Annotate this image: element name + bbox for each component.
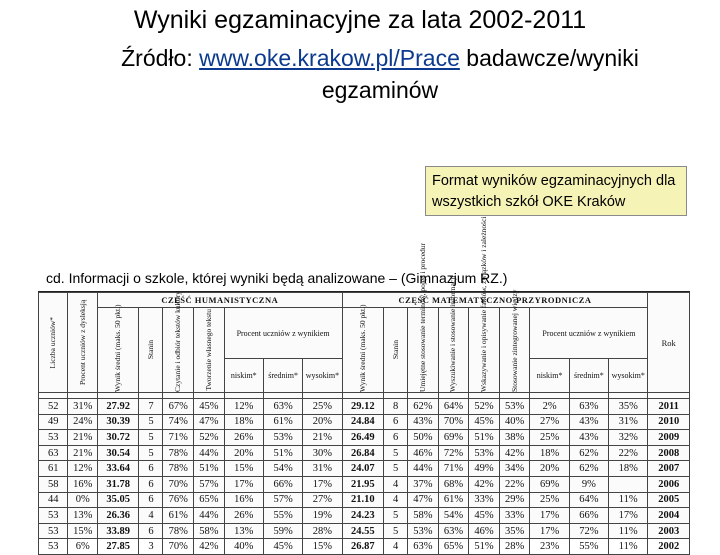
table-cell: 58%	[408, 508, 439, 524]
table-cell: 63%	[438, 523, 469, 539]
table-cell: 15%	[68, 523, 97, 539]
table-cell: 19%	[303, 508, 342, 524]
table-cell: 26.84	[342, 445, 383, 461]
table-cell: 12%	[68, 461, 97, 477]
table-cell: 70%	[438, 414, 469, 430]
table-cell: 44%	[194, 445, 225, 461]
header-year: Rok	[648, 293, 690, 393]
table-cell: 21.10	[342, 492, 383, 508]
table-cell: 67%	[163, 399, 194, 415]
table-cell: 33%	[469, 492, 500, 508]
table-cell: 27%	[303, 492, 342, 508]
table-cell: 52	[39, 399, 68, 415]
table-cell: 33.89	[97, 523, 138, 539]
table-cell: 24%	[68, 414, 97, 430]
table-cell: 51%	[469, 539, 500, 555]
table-cell: 63%	[408, 539, 439, 555]
table-cell: 5	[384, 523, 408, 539]
results-table-body	[39, 393, 690, 555]
table-cell: 45%	[194, 399, 225, 415]
source-prefix: Źródło:	[121, 45, 200, 71]
header-math-col: Wskazywanie i opisywanie faktów, związków i zależności	[469, 308, 500, 393]
table-cell: 35.05	[97, 492, 138, 508]
table-cell: 78%	[163, 445, 194, 461]
table-cell: 70%	[163, 476, 194, 492]
table-cell: 26.87	[342, 539, 383, 555]
header-hum-pct-group: Procent uczniów z wynikiem	[224, 308, 342, 359]
year-cell: 2002	[648, 539, 690, 555]
header-hum-col: Czytanie i odbiór tekstów kultury	[163, 308, 194, 393]
table-cell: 5	[384, 461, 408, 477]
table-cell: 21%	[68, 445, 97, 461]
table-cell: 22%	[609, 445, 648, 461]
table-cell: 61	[39, 461, 68, 477]
table-cell: 65%	[194, 492, 225, 508]
table-cell: 30.39	[97, 414, 138, 430]
table-cell: 5	[384, 445, 408, 461]
header-hum-col: Wynik średni (maks. 50 pkt.)	[97, 308, 138, 393]
table-cell: 45%	[263, 539, 302, 555]
table-cell: 21.95	[342, 476, 383, 492]
table-cell: 31%	[68, 399, 97, 415]
table-cell: 5	[139, 445, 163, 461]
table-cell: 26%	[224, 508, 263, 524]
table-cell: 53	[39, 430, 68, 446]
header-hum-col: Tworzenie własnego tekstu	[194, 308, 225, 393]
table-cell: 46%	[408, 445, 439, 461]
table-cell: 20%	[303, 414, 342, 430]
header-math-col: Umiejętne stosowanie terminów, pojęć i procedur	[408, 308, 439, 393]
table-cell: 74%	[163, 414, 194, 430]
table-cell: 17%	[530, 523, 569, 539]
table-cell: 25%	[303, 399, 342, 415]
table-cell: 33.64	[97, 461, 138, 477]
table-row	[39, 399, 690, 415]
table-cell: 76%	[163, 492, 194, 508]
table-cell: 17%	[224, 476, 263, 492]
table-cell: 0%	[68, 492, 97, 508]
table-cell: 17%	[530, 508, 569, 524]
table-cell: 35%	[499, 523, 530, 539]
header-pct-mid: średnim*	[569, 359, 608, 393]
table-row	[39, 476, 690, 492]
table-cell: 2%	[530, 399, 569, 415]
table-cell: 31%	[609, 414, 648, 430]
table-cell: 63	[39, 445, 68, 461]
table-cell: 63%	[263, 399, 302, 415]
table-row	[39, 523, 690, 539]
slide-title: Wyniki egzaminacyjne za lata 2002-2011	[133, 6, 587, 34]
table-cell: 5	[139, 430, 163, 446]
table-cell: 4	[384, 476, 408, 492]
table-cell: 61%	[438, 492, 469, 508]
table-cell: 6	[139, 523, 163, 539]
table-cell: 18%	[530, 445, 569, 461]
table-cell: 27.92	[97, 399, 138, 415]
table-cell: 25%	[530, 430, 569, 446]
table-cell: 78%	[163, 461, 194, 477]
year-cell: 2006	[648, 476, 690, 492]
table-row	[39, 508, 690, 524]
table-cell: 53	[39, 539, 68, 555]
table-cell: 40%	[499, 414, 530, 430]
table-row	[39, 492, 690, 508]
table-cell: 21%	[68, 430, 97, 446]
table-cell: 71%	[163, 430, 194, 446]
table-cell: 57%	[194, 476, 225, 492]
table-cell: 17%	[609, 508, 648, 524]
table-cell: 64%	[438, 399, 469, 415]
table-row	[39, 461, 690, 477]
year-cell: 2009	[648, 430, 690, 446]
table-cell: 51%	[194, 461, 225, 477]
table-cell: 70%	[163, 539, 194, 555]
table-cell: 63%	[569, 399, 608, 415]
table-cell: 11%	[609, 492, 648, 508]
table-cell: 62%	[408, 399, 439, 415]
year-cell: 2011	[648, 399, 690, 415]
table-cell: 4	[384, 492, 408, 508]
table-cell: 8	[384, 399, 408, 415]
table-cell: 21%	[303, 430, 342, 446]
table-cell: 53	[39, 523, 68, 539]
table-cell: 46%	[469, 523, 500, 539]
table-cell: 33%	[499, 508, 530, 524]
table-cell: 62%	[569, 445, 608, 461]
table-cell: 34%	[499, 461, 530, 477]
table-cell: 31.78	[97, 476, 138, 492]
table-cell: 24.07	[342, 461, 383, 477]
table-cell: 11%	[609, 523, 648, 539]
table-cell: 25%	[530, 492, 569, 508]
table-cell: 29%	[499, 492, 530, 508]
table-cell: 27.85	[97, 539, 138, 555]
table-cell: 64%	[569, 492, 608, 508]
source-line	[60, 42, 700, 106]
table-cell: 26%	[224, 430, 263, 446]
table-cell: 44%	[194, 508, 225, 524]
table-cell: 24.23	[342, 508, 383, 524]
table-cell: 57%	[263, 492, 302, 508]
table-cell: 55%	[569, 539, 608, 555]
table-cell: 69%	[438, 430, 469, 446]
table-cell: 44%	[408, 461, 439, 477]
table-cell: 54%	[263, 461, 302, 477]
header-section-math: CZĘŚĆ MATEMATYCZNO-PRZYRODNICZA	[342, 293, 648, 308]
header-math-col: Wynik średni (maks. 50 pkt.)	[342, 308, 383, 393]
table-cell: 16%	[68, 476, 97, 492]
table-cell: 37%	[408, 476, 439, 492]
table-cell: 5	[384, 508, 408, 524]
table-cell: 43%	[408, 414, 439, 430]
table-row	[39, 414, 690, 430]
table-cell: 43%	[569, 430, 608, 446]
table-cell: 35%	[609, 399, 648, 415]
header-math-pct-group: Procent uczniów z wynikiem	[530, 308, 648, 359]
school-caption: cd. Informacji o szkole, której wyniki będą analizowane – (Gimnazjum RZ.)	[46, 270, 508, 286]
table-cell: 6%	[68, 539, 97, 555]
header-students: Liczba uczniów*	[39, 293, 68, 393]
table-cell: 16%	[224, 492, 263, 508]
table-cell: 30.54	[97, 445, 138, 461]
table-cell: 38%	[499, 430, 530, 446]
table-cell: 42%	[194, 539, 225, 555]
table-cell: 4	[384, 539, 408, 555]
table-cell: 22%	[499, 476, 530, 492]
table-cell: 72%	[569, 523, 608, 539]
table-cell: 71%	[438, 461, 469, 477]
table-cell: 20%	[224, 445, 263, 461]
table-cell: 18%	[224, 414, 263, 430]
table-cell: 15%	[303, 539, 342, 555]
table-cell: 32%	[609, 430, 648, 446]
table-cell: 53%	[263, 430, 302, 446]
header-pct-low: niskim*	[224, 359, 263, 393]
table-cell	[609, 476, 648, 492]
table-cell: 47%	[408, 492, 439, 508]
header-section-humanistic: CZĘŚĆ HUMANISTYCZNA	[97, 293, 342, 308]
table-cell: 53	[39, 508, 68, 524]
table-cell: 24.55	[342, 523, 383, 539]
table-cell: 62%	[569, 461, 608, 477]
table-cell: 17%	[303, 476, 342, 492]
table-cell: 53%	[499, 399, 530, 415]
table-cell: 52%	[469, 399, 500, 415]
year-cell: 2008	[648, 445, 690, 461]
table-cell: 26.49	[342, 430, 383, 446]
table-cell: 3	[139, 539, 163, 555]
table-cell: 49%	[469, 461, 500, 477]
header-dyslexia: Procent uczniów z dysleksją	[68, 293, 97, 393]
table-cell: 31%	[303, 461, 342, 477]
table-cell: 69%	[530, 476, 569, 492]
table-cell: 45%	[469, 508, 500, 524]
table-row	[39, 539, 690, 555]
table-cell: 78%	[163, 523, 194, 539]
table-cell: 13%	[68, 508, 97, 524]
table-cell: 6	[139, 476, 163, 492]
table-cell: 6	[139, 461, 163, 477]
table-cell: 47%	[194, 414, 225, 430]
table-cell: 7	[139, 399, 163, 415]
table-cell: 26.36	[97, 508, 138, 524]
format-note-box: Format wyników egzaminacyjnych dla wszystkich szkół OKE Kraków	[425, 166, 687, 216]
table-cell: 23%	[530, 539, 569, 555]
table-cell: 9%	[569, 476, 608, 492]
table-cell: 24.84	[342, 414, 383, 430]
table-cell: 55%	[263, 508, 302, 524]
table-cell: 28%	[499, 539, 530, 555]
table-cell: 51%	[263, 445, 302, 461]
table-cell: 51%	[469, 430, 500, 446]
table-cell: 11%	[609, 539, 648, 555]
table-cell: 15%	[224, 461, 263, 477]
table-cell: 54%	[438, 508, 469, 524]
table-cell: 58%	[194, 523, 225, 539]
table-cell: 72%	[438, 445, 469, 461]
table-cell: 42%	[499, 445, 530, 461]
header-math-col: Wyszukiwanie i stosowanie informacji	[438, 308, 469, 393]
table-cell: 53%	[408, 523, 439, 539]
table-cell: 13%	[224, 523, 263, 539]
header-pct-high: wysokim*	[609, 359, 648, 393]
table-cell: 6	[384, 414, 408, 430]
table-cell: 43%	[569, 414, 608, 430]
header-hum-col: Stanin	[139, 308, 163, 393]
table-cell: 52%	[194, 430, 225, 446]
table-cell: 12%	[224, 399, 263, 415]
table-cell: 53%	[469, 445, 500, 461]
year-cell: 2004	[648, 508, 690, 524]
table-cell: 29.12	[342, 399, 383, 415]
table-cell: 40%	[224, 539, 263, 555]
year-cell: 2003	[648, 523, 690, 539]
table-cell: 6	[139, 492, 163, 508]
table-cell: 66%	[263, 476, 302, 492]
table-cell: 4	[139, 508, 163, 524]
header-pct-low: niskim*	[530, 359, 569, 393]
table-cell: 45%	[469, 414, 500, 430]
header-pct-mid: średnim*	[263, 359, 302, 393]
table-cell: 27%	[530, 414, 569, 430]
table-cell: 68%	[438, 476, 469, 492]
table-cell: 42%	[469, 476, 500, 492]
table-cell: 65%	[438, 539, 469, 555]
table-cell: 58	[39, 476, 68, 492]
source-link[interactable]: www.oke.krakow.pl/Prace	[199, 45, 460, 71]
year-cell: 2005	[648, 492, 690, 508]
table-row	[39, 430, 690, 446]
table-cell: 61%	[163, 508, 194, 524]
year-cell: 2010	[648, 414, 690, 430]
table-cell: 28%	[303, 523, 342, 539]
source-suffix: badawcze/wyniki egzaminów	[321, 45, 639, 103]
table-cell: 30.72	[97, 430, 138, 446]
table-cell: 18%	[609, 461, 648, 477]
header-pct-high: wysokim*	[303, 359, 342, 393]
table-cell: 66%	[569, 508, 608, 524]
table-cell: 20%	[530, 461, 569, 477]
table-row	[39, 445, 690, 461]
header-math-col: Stosowanie zintegrowanej wiedzy	[499, 308, 530, 393]
table-cell: 5	[139, 414, 163, 430]
table-cell: 44	[39, 492, 68, 508]
table-cell: 50%	[408, 430, 439, 446]
table-cell: 49	[39, 414, 68, 430]
table-cell: 59%	[263, 523, 302, 539]
table-cell: 30%	[303, 445, 342, 461]
header-math-col: Stanin	[384, 308, 408, 393]
table-cell: 6	[384, 430, 408, 446]
year-cell: 2007	[648, 461, 690, 477]
table-cell: 61%	[263, 414, 302, 430]
